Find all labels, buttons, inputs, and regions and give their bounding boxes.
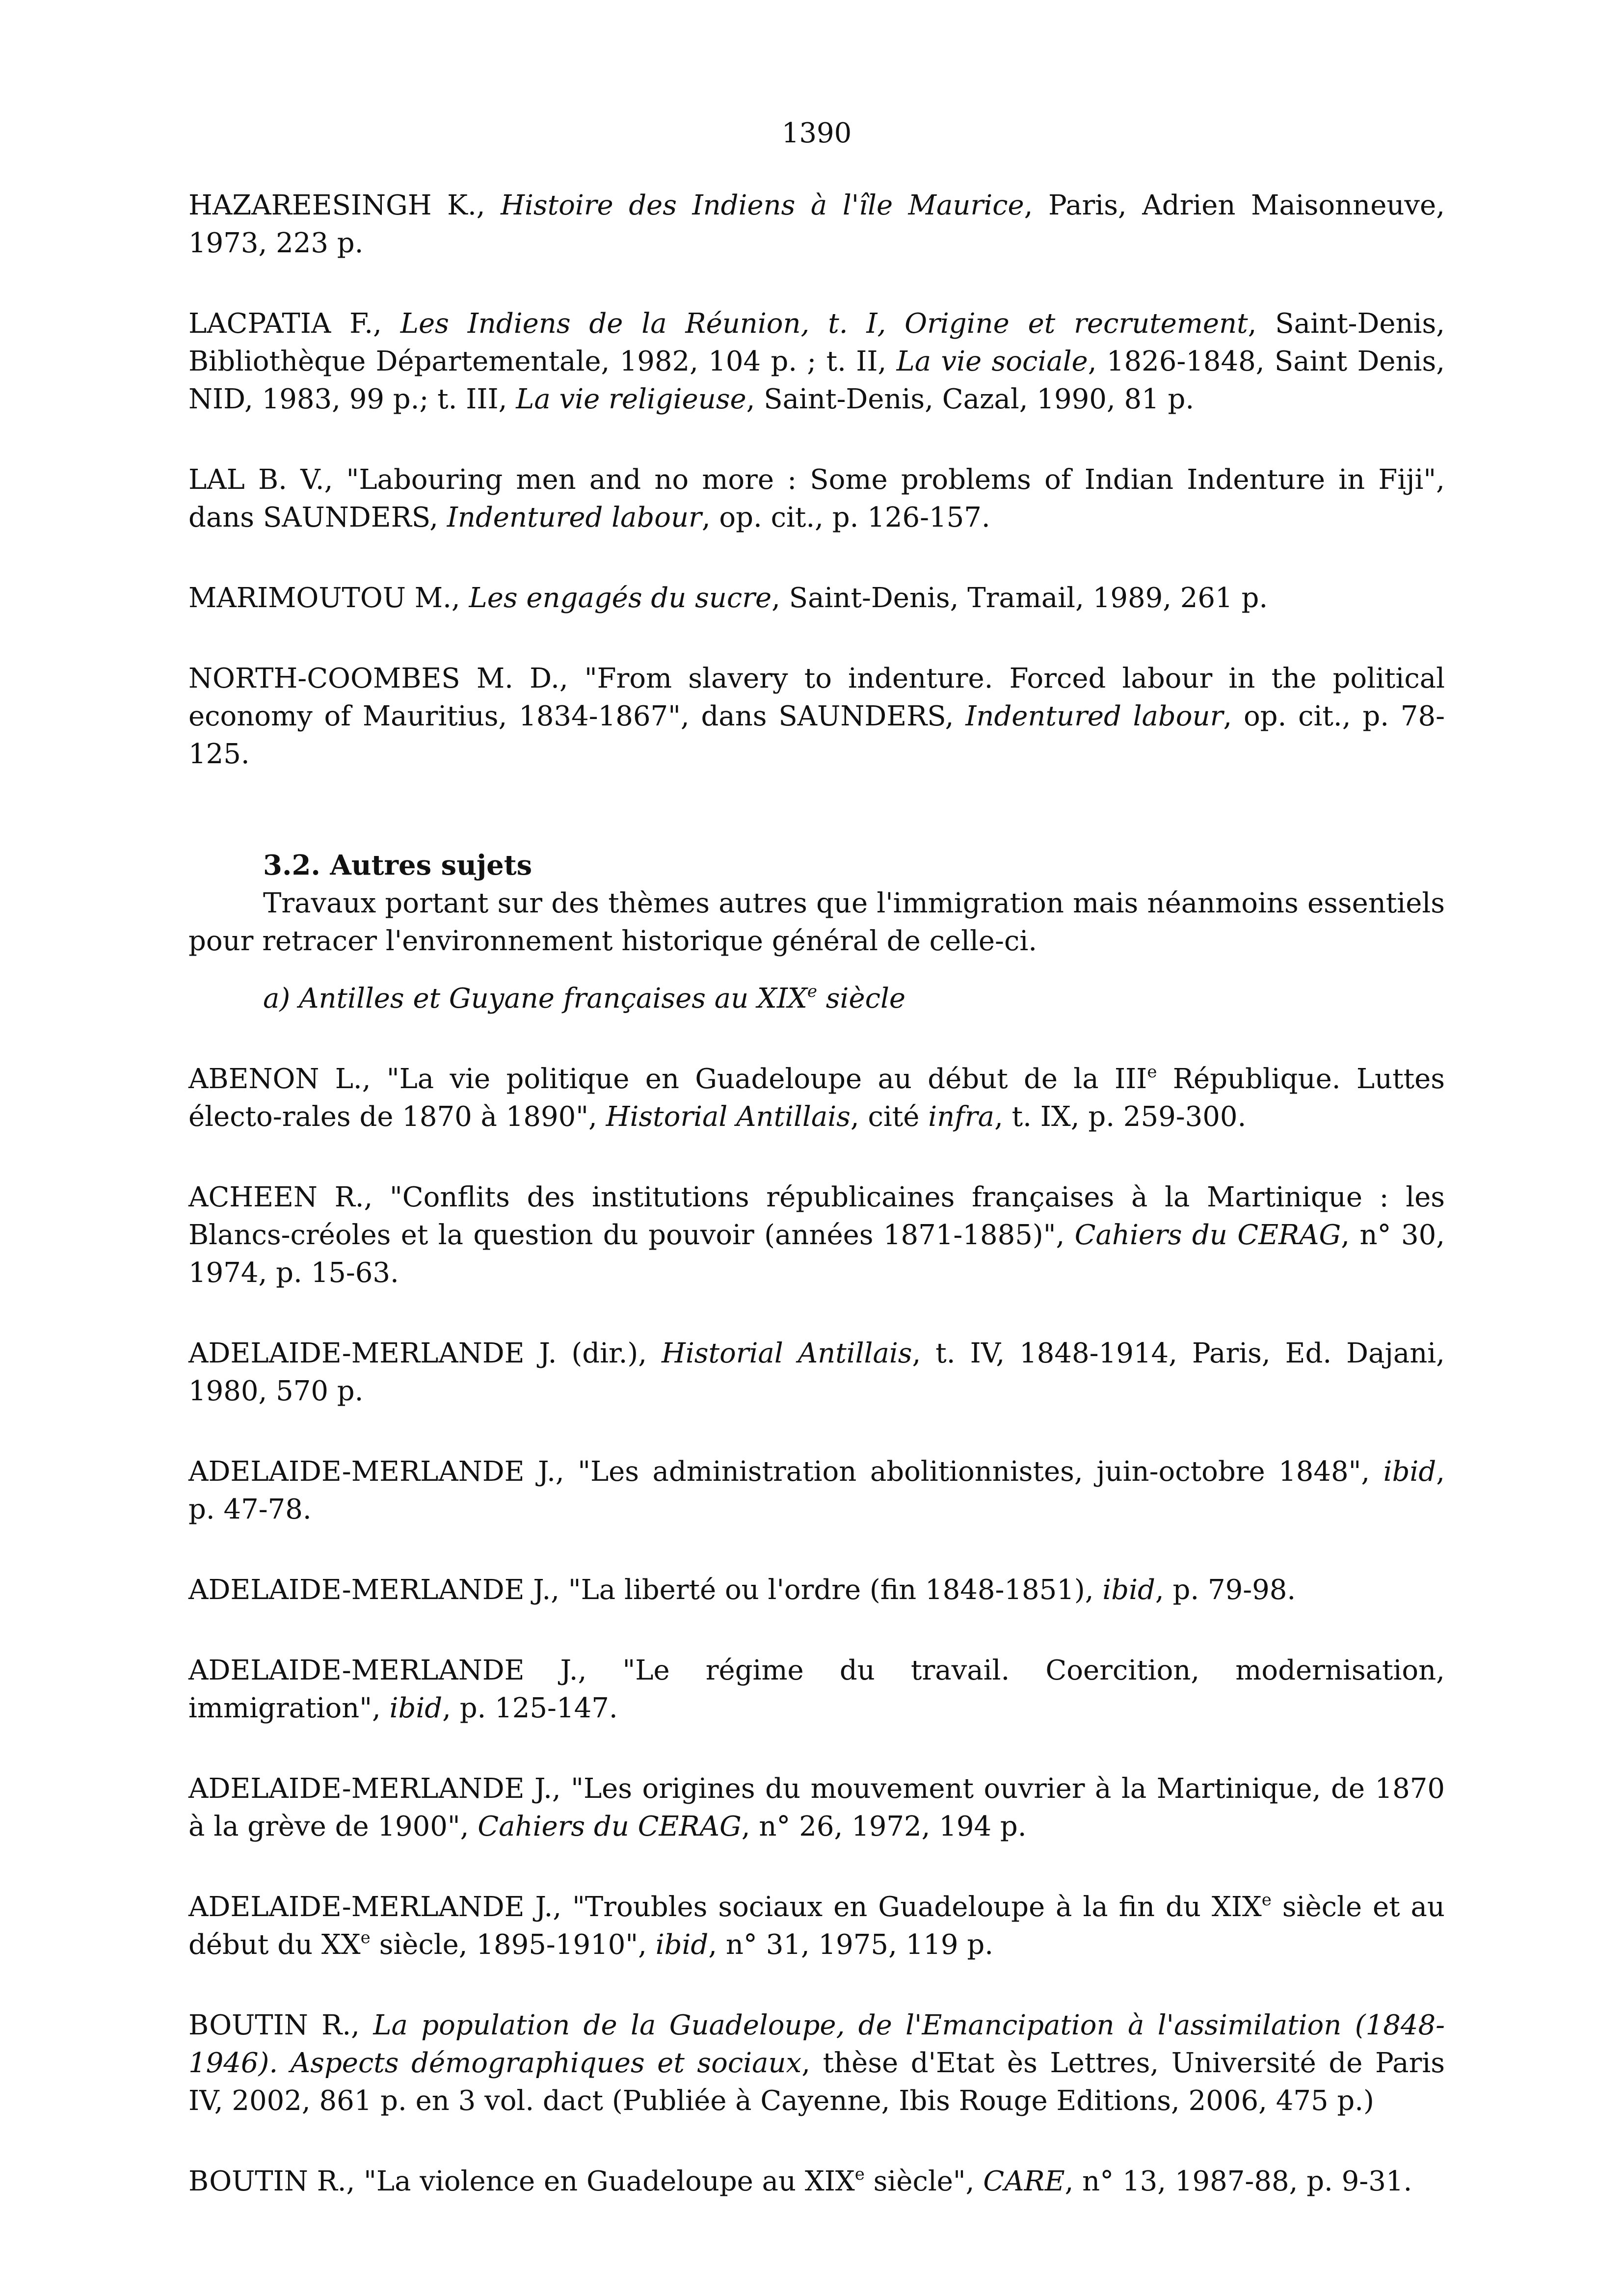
entry-title: Les Indiens de la Réunion, t. I, Origine et recrutement: [400, 308, 1248, 340]
entry-title: Histoire des Indiens à l'île Maurice: [501, 189, 1024, 221]
bib-entry-abenon: ABENON L., "La vie politique en Guadeloupe au début de la IIIe République. Luttes électo-rales de 1870 à 1890", Historial Antillais, cité infra, t. IX, p. 259-300.: [188, 1062, 1445, 1133]
entry-article: "Troubles sociaux en Guadeloupe à la fin du XIX: [572, 1891, 1262, 1923]
entry-publication: , 1826-1848, Saint Denis, NID, 1983, 99 p.; t. III,: [188, 346, 1445, 415]
entry-title: La vie religieuse: [516, 383, 746, 415]
entry-publication: , t. IV, 1848-1914, Paris, Ed. Dajani, 1980, 570 p.: [188, 1337, 1445, 1407]
entry-publication: , Saint-Denis, Bibliothèque Départementale, 1982, 104 p. ; t. II,: [188, 308, 1445, 377]
entry-title: La population de la Guadeloupe, de l'Emancipation à l'assimilation (1848-1946). Aspects démographiques et sociaux: [188, 2009, 1445, 2079]
page-number: 1390: [781, 117, 852, 149]
entry-article: "La liberté ou l'ordre (fin 1848-1851),: [568, 1574, 1103, 1606]
bib-entry-adelaide-merlande-6: ADELAIDE-MERLANDE J., "Troubles sociaux en Guadeloupe à la fin du XIXe siècle et au début du XXe siècle, 1895-1910", ibid, n° 31, 1975, 119 p.: [188, 1890, 1445, 1961]
entry-article: siècle, 1895-1910",: [370, 1929, 656, 1961]
entry-publication: , n° 26, 1972, 194 p.: [741, 1811, 1027, 1842]
entry-publication: , Saint-Denis, Cazal, 1990, 81 p.: [746, 383, 1195, 415]
entry-author: MARIMOUTOU M.,: [188, 582, 469, 614]
entry-title: CARE: [983, 2165, 1065, 2197]
entry-article: "Conflits des institutions républicaines françaises à la Martinique : les Blancs-créoles et la question du pouvoir (années 1871-1885)",: [188, 1181, 1445, 1251]
entry-publication: , op. cit., p. 78-125.: [188, 700, 1445, 770]
document-page: [188, 0, 1445, 2296]
bib-entry-adelaide-merlande-2: ADELAIDE-MERLANDE J., "Les administration abolitionnistes, juin-octobre 1848", ibid, p. 47-78.: [188, 1456, 1445, 1525]
entry-title: La vie sociale: [896, 346, 1088, 377]
bib-entry-hazareesingh: [188, 187, 1445, 262]
entry-publication: , thèse d'Etat ès Lettres, Université de Paris IV, 2002, 861 p. en 3 vol. dact (Publiée à Cayenne, Ibis Rouge Editions, 2006, 475 p.): [188, 2047, 1445, 2117]
entry-author: ADELAIDE-MERLANDE J.,: [188, 1456, 578, 1488]
entry-author: LACPATIA F.,: [188, 308, 400, 340]
entry-author: ABENON L.,: [188, 1063, 387, 1095]
entry-title: Cahiers du CERAG: [1074, 1219, 1341, 1251]
entry-publication: , Paris, Adrien Maisonneuve, 1973, 223 p.: [188, 189, 1445, 259]
entry-publication: , p. 125-147.: [442, 1692, 618, 1724]
entry-publication: , n° 30, 1974, p. 15-63.: [188, 1219, 1445, 1289]
entry-publication: , Saint-Denis, Tramail, 1989, 261 p.: [772, 582, 1268, 614]
entry-author: LAL B. V.,: [188, 464, 346, 496]
entry-author: ADELAIDE-MERLANDE J.,: [188, 1574, 568, 1606]
entry-title: Indentured labour: [965, 700, 1224, 732]
bib-entry-boutin-1: [188, 2006, 1445, 2120]
entry-article: "Labouring men and no more : Some problems of Indian Indenture in Fiji", dans SAUNDERS,: [188, 464, 1445, 534]
entry-publication: , p. 79-98.: [1155, 1574, 1296, 1606]
bib-entry-marimoutou: [188, 579, 1445, 617]
entry-author: NORTH-COOMBES M. D.,: [188, 663, 585, 694]
section-spacer: [188, 827, 1445, 847]
entry-author: ADELAIDE-MERLANDE J.,: [188, 1655, 623, 1686]
entry-publication: , op. cit., p. 126-157.: [701, 502, 990, 534]
entry-publication: , n° 13, 1987-88, p. 9-31.: [1064, 2165, 1412, 2197]
entry-article: "Le régime du travail. Coercition, modernisation, immigration",: [188, 1655, 1445, 1724]
bib-entry-lal: [188, 461, 1445, 536]
entry-article: siècle et au début du XX: [188, 1891, 1445, 1961]
entry-author: ACHEEN R.,: [188, 1181, 390, 1213]
section-heading: 3.2. Autres sujets: [263, 849, 532, 881]
entry-author: BOUTIN R.,: [188, 2165, 364, 2197]
entry-title: Historial Antillais: [606, 1101, 851, 1133]
entry-author: ADELAIDE-MERLANDE J.,: [188, 1773, 571, 1805]
bib-entry-north-coombes: [188, 660, 1445, 773]
entry-author: BOUTIN R.,: [188, 2009, 373, 2041]
entry-article: siècle",: [864, 2165, 984, 2197]
bibliography: [188, 187, 1445, 2243]
entry-article: "La violence en Guadeloupe au XIX: [364, 2165, 855, 2197]
entry-author: ADELAIDE-MERLANDE J.,: [188, 1891, 573, 1923]
entry-title: Indentured labour: [447, 502, 702, 534]
entry-article: "From slavery to indenture. Forced labour in the political economy of Mauritius, 1834-1867", dans SAUNDERS,: [188, 663, 1445, 732]
entry-publication: , n° 31, 1975, 119 p.: [708, 1929, 993, 1961]
subsection-heading: a) Antilles et Guyane françaises au XIXe siècle: [263, 982, 906, 1015]
entry-publication: , t. IX, p. 259-300.: [994, 1101, 1247, 1133]
bib-entry-boutin-2: BOUTIN R., "La violence en Guadeloupe au XIXe siècle", CARE, n° 13, 1987-88, p. 9-31.: [188, 2164, 1412, 2197]
entry-author: HAZAREESINGH K.,: [188, 189, 501, 221]
entry-author: ADELAIDE-MERLANDE J. (dir.),: [188, 1337, 662, 1369]
entry-article: "La vie politique en Guadeloupe au début de la III: [386, 1063, 1147, 1095]
bib-entry-adelaide-merlande-1: [188, 1335, 1445, 1410]
section-intro: Travaux portant sur des thèmes autres que l'immigration mais néanmoins essentiels pour retracer l'environnement historique général de celle-ci.: [188, 887, 1445, 957]
bib-entry-lacpatia: [188, 305, 1445, 418]
entry-publication: , p. 47-78.: [188, 1456, 1445, 1525]
bib-entry-adelaide-merlande-4: ADELAIDE-MERLANDE J., "Le régime du travail. Coercition, modernisation, immigration", ibid, p. 125-147.: [188, 1655, 1445, 1724]
entry-title: Historial Antillais: [662, 1337, 912, 1369]
entry-article: "Les origines du mouvement ouvrier à la Martinique, de 1870 à la grève de 1900",: [188, 1773, 1445, 1842]
bib-entry-adelaide-merlande-3: ADELAIDE-MERLANDE J., "La liberté ou l'ordre (fin 1848-1851), ibid, p. 79-98.: [188, 1574, 1296, 1606]
bib-entry-acheen: [188, 1178, 1445, 1292]
entry-article: République. Luttes électo-rales de 1870 à 1890",: [188, 1063, 1445, 1133]
entry-title: Cahiers du CERAG: [478, 1811, 742, 1842]
bib-entry-adelaide-merlande-5: [188, 1770, 1445, 1845]
entry-article: "Les administration abolitionnistes, juin-octobre 1848",: [578, 1456, 1384, 1488]
entry-title: Les engagés du sucre: [469, 582, 772, 614]
